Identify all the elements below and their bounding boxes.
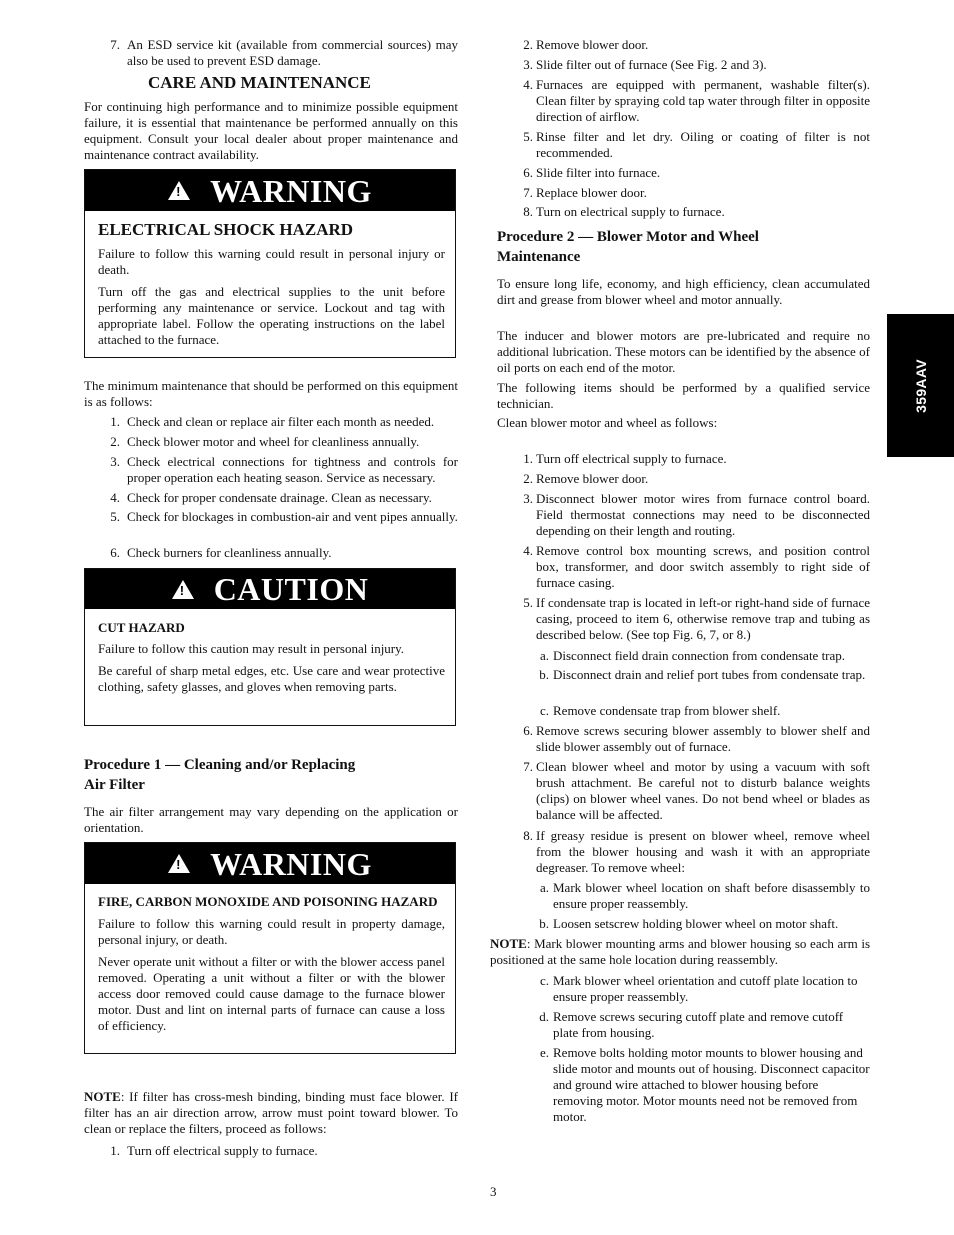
procedure-2-paragraph: To ensure long life, economy, and high efficiency, clean accumulated dirt and grease from blower wheel and motor annually. — [497, 276, 870, 307]
list-item: 1. Check and clean or replace air filter each month as needed. — [110, 414, 435, 429]
list-item: 1. Turn off electrical supply to furnace. — [523, 451, 727, 466]
list-item: 5. Check for blockages in combustion-air and vent pipes annually. — [110, 509, 458, 524]
list-item: 2. Remove blower door. — [523, 471, 649, 486]
list-item: 4. Check for proper condensate drainage. Clean as necessary. — [110, 490, 432, 505]
list-item: 5. Rinse filter and let dry. Oiling or coating of filter is not recommended. — [523, 129, 870, 160]
list-item: 8. If greasy residue is present on blower wheel, remove wheel from the blower housing and wash it with an appropriate degreaser. To remove wheel: — [523, 828, 870, 875]
care-maintenance-heading: CARE AND MAINTENANCE — [148, 73, 371, 92]
warning-text: Turn off the gas and electrical supplies to the unit before performing any maintenance or service. Lockout and tag with appropriate label. Follow the operating instructions on the label attached to the furnace. — [98, 284, 445, 347]
list-item: c. Remove condensate trap from blower shelf. — [539, 703, 781, 718]
procedure-1-heading: Procedure 1 — Cleaning and/or Replacing Air Filter — [84, 757, 356, 793]
list-item: 6. Slide filter into furnace. — [523, 165, 661, 180]
warning-title: WARNING — [210, 845, 372, 882]
warning-triangle-icon: ! — [168, 854, 190, 873]
list-item: c. Mark blower wheel orientation and cutoff plate location to ensure proper reassembly. — [539, 973, 858, 1004]
warning-banner — [85, 843, 455, 884]
list-item: 2. Remove blower door. — [523, 37, 649, 52]
list-item: 8. Turn on electrical supply to furnace. — [523, 204, 725, 219]
procedure-2-paragraph: The following items should be performed by a qualified service technician. — [497, 380, 870, 411]
caution-title: CAUTION — [213, 571, 369, 607]
list-item: 3. Disconnect blower motor wires from furnace control board. Field thermostat connections may need to be disconnected depending on their length and routing. — [523, 491, 870, 538]
list-item: 6. Remove screws securing blower assembly to blower shelf and slide blower assembly out of furnace. — [523, 723, 870, 754]
list-item: 7. Clean blower wheel and motor by using a vacuum with soft brush attachment. Be careful not to disturb balance weights (clips) on blower wheel vanes. Do not bend wheel or blades as balance will be affected. — [523, 759, 870, 822]
list-item: 5. If condensate trap is located in left-or right-hand side of furnace casing, proceed to item 6, otherwise remove trap and tubing as described below. (See top Fig. 6, 7, or 8.) — [523, 595, 870, 642]
warning-title: WARNING — [210, 172, 372, 209]
list-item: d. Remove screws securing cutoff plate and remove cutoff plate from housing. — [539, 1009, 844, 1040]
list-item: 7. Replace blower door. — [523, 185, 647, 200]
warning-text: Failure to follow this warning could result in property damage, personal injury, or death. — [98, 916, 445, 947]
care-paragraph: For continuing high performance and to minimize possible equipment failure, it is essential that maintenance be performed annually on this equipment. Consult your local dealer about proper maintenance and maintenance contract availability. — [84, 99, 458, 162]
warning-text: Never operate unit without a filter or with the blower access panel removed. Operating a unit without a filter or with the blower access door removed could cause damage to the furnace blower motor. Dust and lint on internal parts of furnace can cause a loss of efficiency. — [98, 954, 445, 1033]
caution-triangle-icon: ! — [172, 580, 194, 599]
list-item: 2. Check blower motor and wheel for cleanliness annually. — [110, 434, 420, 449]
warning-triangle-icon: ! — [168, 181, 190, 200]
caution-text: Be careful of sharp metal edges, etc. Use care and wear protective clothing, safety glasses, and gloves when removing parts. — [98, 663, 445, 694]
procedure-1-paragraph: The air filter arrangement may vary depending on the application or orientation. — [84, 804, 458, 835]
list-item: 1. Turn off electrical supply to furnace. — [110, 1143, 318, 1158]
list-item: a. Mark blower wheel location on shaft before disassembly to ensure proper reassembly. — [539, 880, 870, 911]
list-item: e. Remove bolts holding motor mounts to blower housing and slide motor and mounts out of housing. Disconnect capacitor and ground wire attached to blower housing before removing motor. Motor mounts need not be removed from motor. — [539, 1045, 870, 1124]
list-item: 4. Furnaces are equipped with permanent, washable filter(s). Clean filter by spraying cold tap water through filter in opposite direction of airflow. — [523, 77, 870, 124]
warning-banner — [85, 170, 455, 211]
blower-note: NOTE: Mark blower mounting arms and blower housing so each arm is positioned at the same hole location during reassembly. — [490, 936, 870, 967]
warning-text: Failure to follow this warning could result in personal injury or death. — [98, 246, 445, 277]
list-item: 3. Slide filter out of furnace (See Fig. 2 and 3). — [523, 57, 767, 72]
hazard-title: CUT HAZARD — [98, 620, 185, 635]
filter-note: NOTE: If filter has cross-mesh binding, binding must face blower. If filter has an air direction arrow, arrow must point toward blower. To clean or replace the filters, proceed as follows: — [84, 1089, 458, 1136]
list-item: a. Disconnect field drain connection from condensate trap. — [539, 648, 846, 663]
list-item: 7. An ESD service kit (available from commercial sources) may also be used to prevent ESD damage. — [110, 37, 458, 68]
caution-box-cut — [84, 568, 456, 726]
procedure-2-paragraph: Clean blower motor and wheel as follows: — [497, 415, 718, 430]
warning-box-electrical — [84, 169, 456, 358]
hazard-title: FIRE, CARBON MONOXIDE AND POISONING HAZARD — [98, 894, 438, 909]
list-item: 4. Remove control box mounting screws, and position control box, transformer, and door switch assembly to right side of furnace casing. — [523, 543, 870, 590]
warning-box-fire — [84, 842, 456, 1054]
procedure-2-paragraph: The inducer and blower motors are pre-lubricated and require no additional lubrication. These motors can be identified by the absence of oil ports on each end of the motor. — [497, 328, 870, 375]
hazard-title: ELECTRICAL SHOCK HAZARD — [98, 220, 354, 239]
procedure-2-heading: Procedure 2 — Blower Motor and Wheel Maintenance — [497, 229, 759, 265]
page-number: 3 — [490, 1184, 497, 1199]
min-maintenance-intro: The minimum maintenance that should be performed on this equipment is as follows: — [84, 378, 458, 409]
list-item: b. Disconnect drain and relief port tubes from condensate trap. — [539, 667, 866, 682]
caution-text: Failure to follow this caution may result in personal injury. — [98, 641, 405, 656]
list-item: 3. Check electrical connections for tightness and controls for proper operation each heating season. Service as necessary. — [110, 454, 458, 485]
list-item: 6. Check burners for cleanliness annually. — [110, 545, 332, 560]
caution-banner — [85, 569, 455, 609]
list-item: b. Loosen setscrew holding blower wheel on motor shaft. — [539, 916, 839, 931]
model-side-tab: 359AAV — [887, 314, 954, 457]
